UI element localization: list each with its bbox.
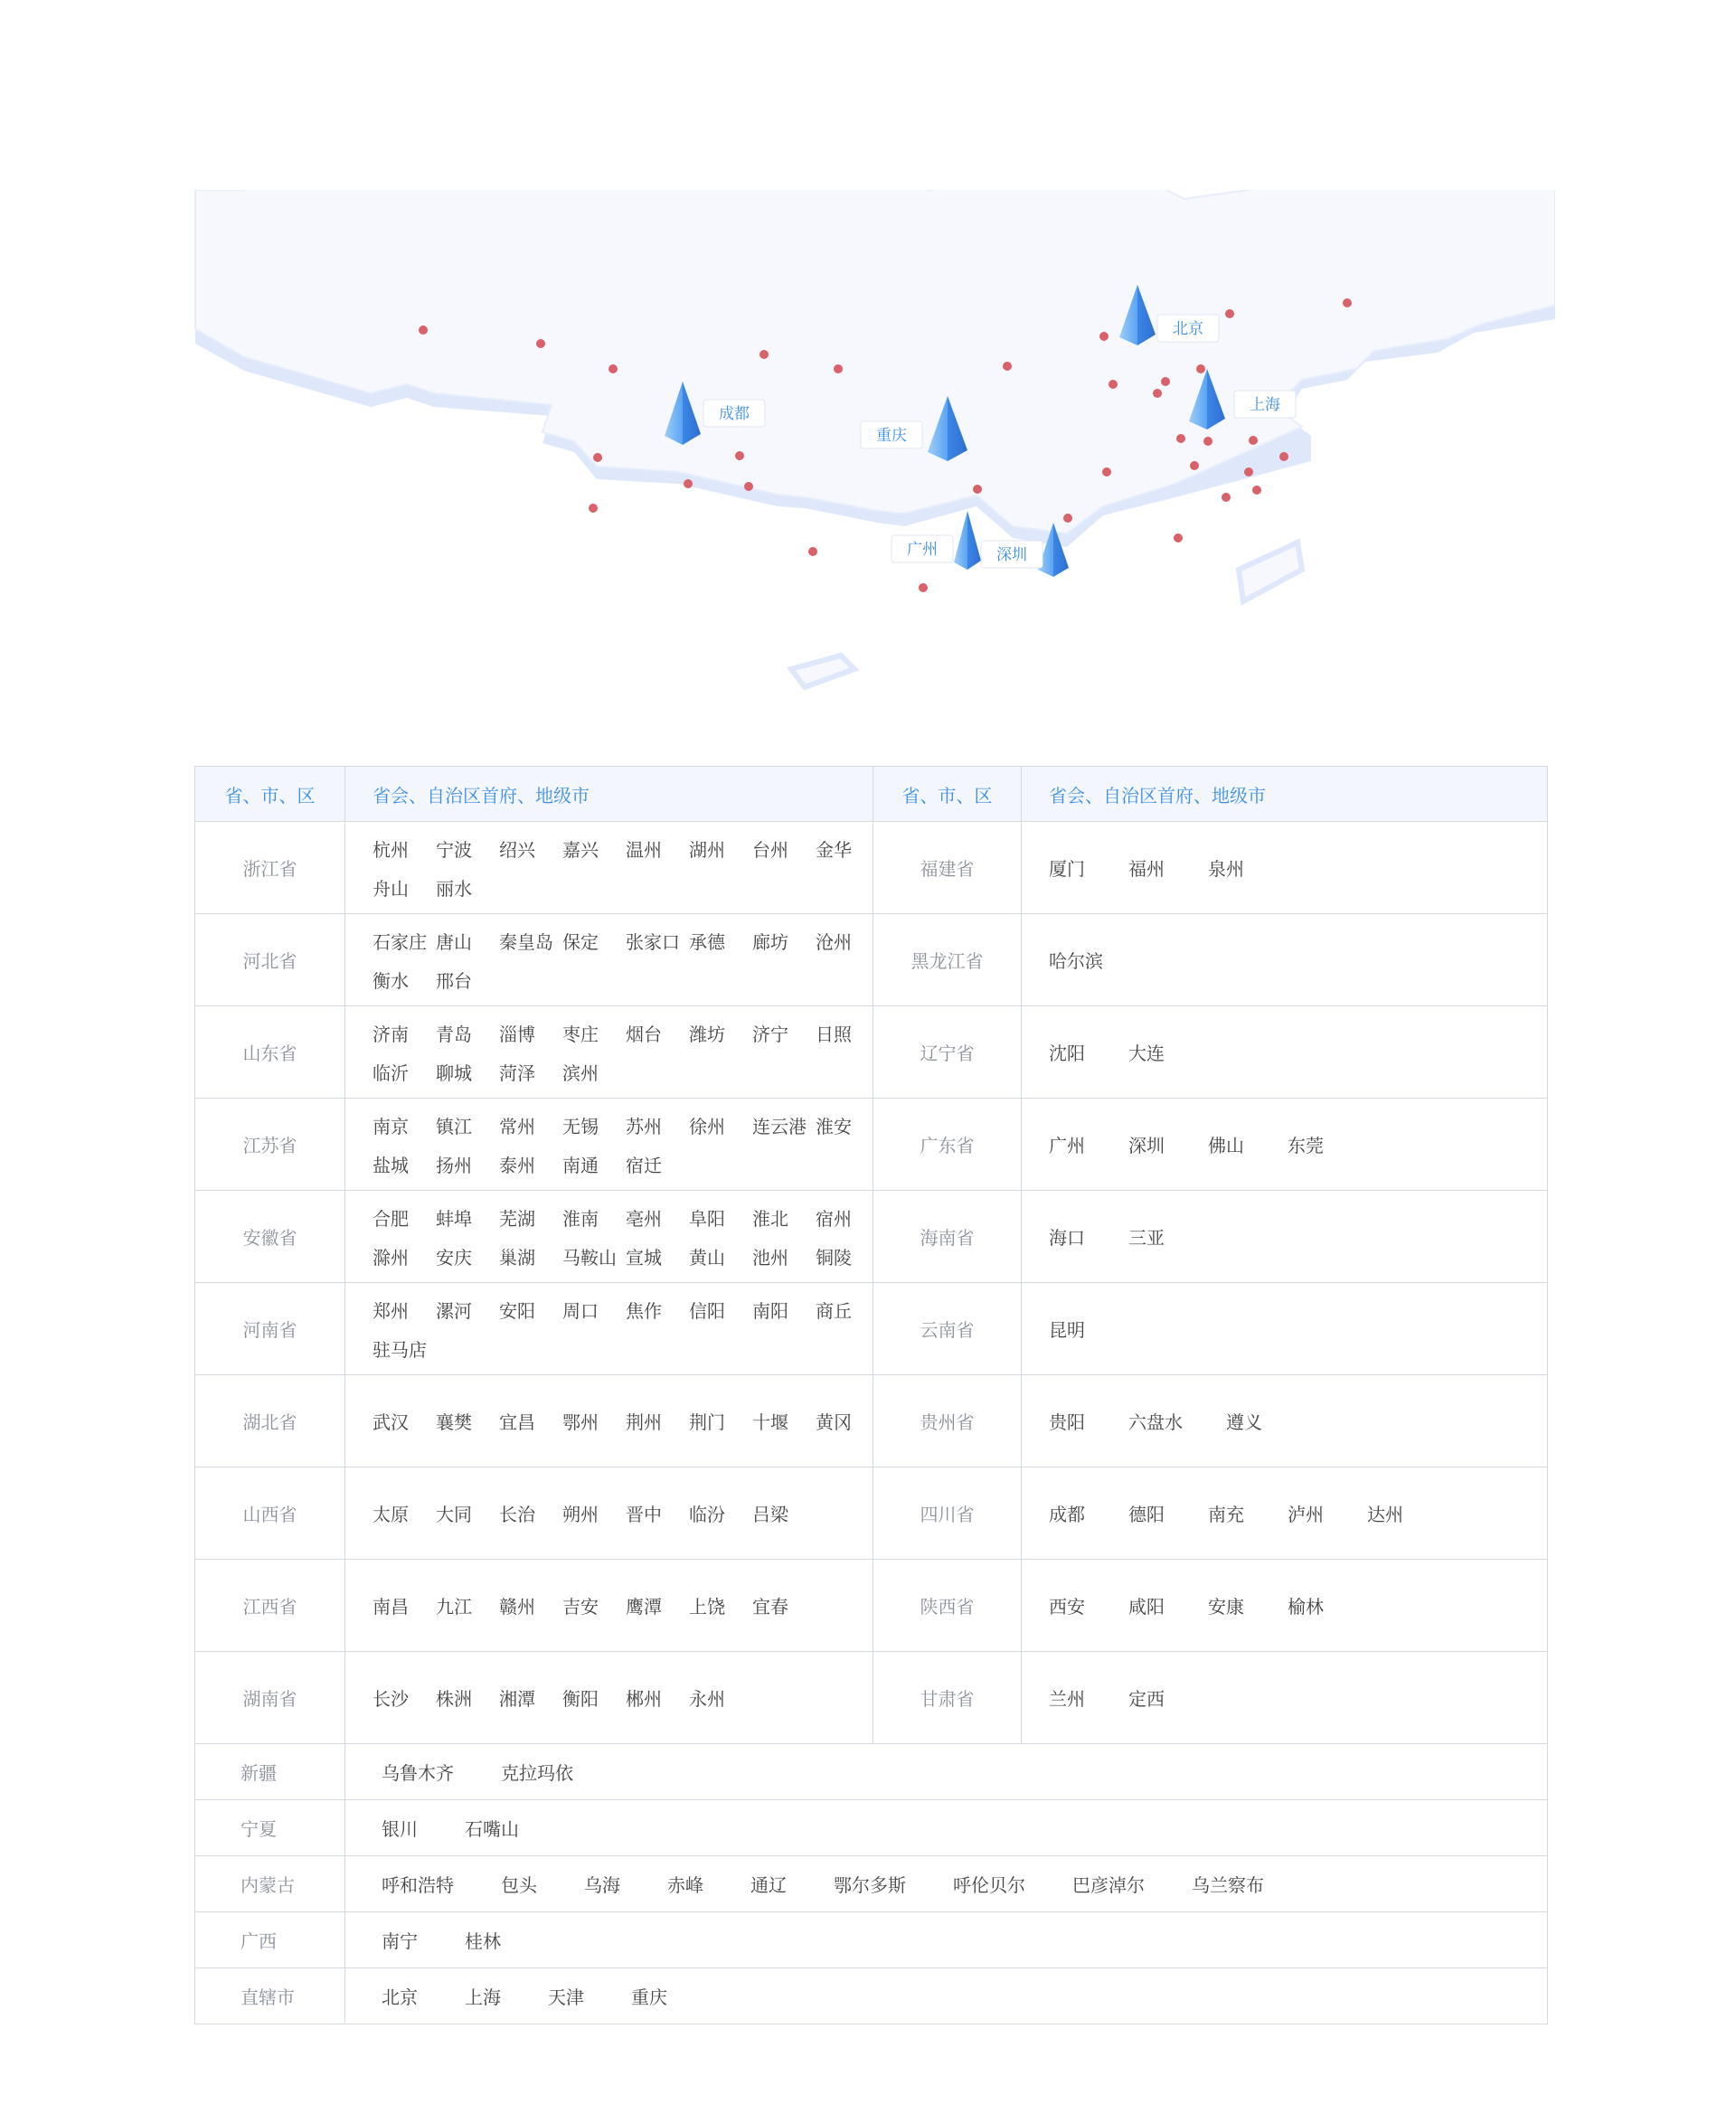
city-list — [345, 1283, 873, 1375]
city-name: 杭州 — [373, 838, 409, 861]
city-name: 南宁 — [382, 1930, 418, 1952]
city-grid — [373, 1500, 873, 1526]
table-row — [195, 822, 1548, 914]
city-name: 晋中 — [626, 1504, 662, 1525]
city-name: 厦门 — [1049, 858, 1085, 880]
city-name: 郴州 — [626, 1688, 662, 1710]
map-label-chengdu: 成都 — [719, 405, 750, 423]
table-body — [195, 822, 1548, 1744]
coverage-table-wrap — [194, 766, 1547, 2024]
city-grid — [373, 1592, 873, 1618]
city-name: 沈阳 — [1049, 1043, 1085, 1064]
province-name: 贵州省 — [873, 1375, 1022, 1467]
city-name: 盐城 — [373, 1154, 409, 1176]
city-name: 焦作 — [626, 1299, 662, 1322]
map-label-guangzhou: 广州 — [907, 541, 938, 559]
province-name: 四川省 — [873, 1467, 1022, 1560]
city-name: 南京 — [373, 1115, 409, 1137]
city-row — [1049, 1592, 1547, 1618]
province-name: 江西省 — [195, 1560, 345, 1652]
city-name: 北京 — [382, 1986, 418, 2008]
city-name: 淄博 — [499, 1023, 535, 1045]
province-name: 云南省 — [873, 1283, 1022, 1375]
map-label-beijing: 北京 — [1173, 320, 1203, 338]
city-name: 重庆 — [631, 1986, 667, 2008]
city-name: 临沂 — [373, 1062, 409, 1084]
city-name: 哈尔滨 — [1049, 950, 1103, 972]
city-name: 淮北 — [752, 1207, 788, 1230]
city-name: 舟山 — [373, 877, 409, 900]
city-name: 榆林 — [1288, 1596, 1324, 1618]
city-name: 株洲 — [436, 1688, 472, 1710]
city-name: 鹰潭 — [626, 1596, 662, 1618]
city-list — [345, 1099, 873, 1191]
city-name: 呼伦贝尔 — [953, 1874, 1025, 1896]
city-name: 蚌埠 — [436, 1207, 472, 1230]
map-svg — [190, 190, 1555, 714]
city-list — [345, 1856, 1548, 1912]
city-name: 聊城 — [436, 1062, 472, 1084]
city-list — [345, 1006, 873, 1099]
city-name: 兰州 — [1049, 1688, 1085, 1710]
city-name: 吉安 — [562, 1596, 599, 1618]
city-name: 泰州 — [499, 1154, 535, 1176]
table-row — [195, 1652, 1548, 1744]
city-grid — [373, 1020, 873, 1085]
city-name: 唐山 — [436, 930, 472, 953]
city-name: 南通 — [562, 1154, 599, 1176]
city-name: 阜阳 — [689, 1207, 725, 1230]
province-name: 黑龙江省 — [873, 914, 1022, 1006]
province-name: 辽宁省 — [873, 1006, 1022, 1099]
city-name: 芜湖 — [499, 1207, 535, 1230]
city-list — [345, 1191, 873, 1283]
city-name: 南阳 — [752, 1299, 788, 1322]
city-list — [1022, 822, 1548, 914]
city-row — [1049, 854, 1547, 881]
city-name: 安庆 — [436, 1246, 472, 1269]
city-name: 绍兴 — [499, 838, 535, 861]
city-name: 宣城 — [626, 1246, 662, 1269]
city-name: 金华 — [816, 838, 852, 861]
city-list — [345, 914, 873, 1006]
city-list — [1022, 1006, 1548, 1099]
city-name: 衡水 — [373, 969, 409, 992]
city-row — [382, 1759, 1547, 1785]
map-land — [195, 190, 1555, 533]
city-name: 赤峰 — [667, 1874, 703, 1896]
city-name: 深圳 — [1128, 1135, 1165, 1156]
china-coverage-map — [190, 190, 1555, 714]
city-row — [1049, 1684, 1547, 1711]
city-name: 扬州 — [436, 1154, 472, 1176]
city-name: 鄂州 — [562, 1411, 599, 1433]
province-name: 广东省 — [873, 1099, 1022, 1191]
city-name: 武汉 — [373, 1411, 409, 1433]
city-name: 泸州 — [1288, 1504, 1324, 1525]
city-name: 包头 — [501, 1874, 537, 1896]
city-name: 桂林 — [465, 1930, 501, 1952]
city-name: 秦皇岛 — [499, 930, 553, 953]
city-name: 宿迁 — [626, 1154, 662, 1176]
city-name: 池州 — [752, 1246, 788, 1269]
city-row — [1049, 1500, 1547, 1526]
city-name: 咸阳 — [1128, 1596, 1165, 1618]
city-name: 海口 — [1049, 1227, 1085, 1249]
city-list — [345, 1652, 873, 1744]
city-name: 菏泽 — [499, 1062, 535, 1084]
city-list — [345, 1800, 1548, 1856]
city-name: 宜昌 — [499, 1411, 535, 1433]
city-name: 苏州 — [626, 1115, 662, 1137]
city-list — [1022, 1283, 1548, 1375]
header-province-2: 省、市、区 — [873, 767, 1022, 822]
city-name: 大同 — [436, 1504, 472, 1525]
city-name: 遵义 — [1226, 1411, 1262, 1433]
city-name: 三亚 — [1128, 1227, 1165, 1249]
city-name: 广州 — [1049, 1135, 1085, 1156]
city-name: 日照 — [816, 1023, 852, 1045]
city-grid — [373, 1684, 873, 1711]
city-name: 呼和浩特 — [382, 1874, 454, 1896]
city-name: 枣庄 — [562, 1023, 599, 1045]
city-name: 六盘水 — [1128, 1411, 1183, 1433]
city-name: 黄山 — [689, 1246, 725, 1269]
city-name: 大连 — [1128, 1043, 1165, 1064]
city-name: 泉州 — [1208, 858, 1244, 880]
table-row — [195, 1006, 1548, 1099]
city-name: 台州 — [752, 838, 788, 861]
city-name: 张家口 — [626, 930, 680, 953]
province-name: 安徽省 — [195, 1191, 345, 1283]
city-name: 克拉玛依 — [501, 1762, 573, 1784]
city-list — [1022, 1375, 1548, 1467]
city-name: 荆门 — [689, 1411, 725, 1433]
city-name: 漯河 — [436, 1299, 472, 1322]
province-name: 山东省 — [195, 1006, 345, 1099]
city-name: 潍坊 — [689, 1023, 725, 1045]
city-name: 荆州 — [626, 1411, 662, 1433]
city-name: 保定 — [562, 930, 599, 953]
city-name: 滨州 — [562, 1062, 599, 1084]
table-row — [195, 1856, 1548, 1912]
city-name: 贵阳 — [1049, 1411, 1085, 1433]
table-row — [195, 1375, 1548, 1467]
city-name: 佛山 — [1208, 1135, 1244, 1156]
province-name: 陕西省 — [873, 1560, 1022, 1652]
city-list — [1022, 1467, 1548, 1560]
city-name: 廊坊 — [752, 930, 788, 953]
city-list — [1022, 1099, 1548, 1191]
city-name: 丽水 — [436, 877, 472, 900]
city-name: 乌鲁木齐 — [382, 1762, 454, 1784]
city-name: 石家庄 — [373, 930, 427, 953]
city-name: 济宁 — [752, 1023, 788, 1045]
city-name: 承德 — [689, 930, 725, 953]
table-header-row — [195, 767, 1548, 822]
city-name: 巴彦淖尔 — [1072, 1874, 1145, 1896]
province-name: 福建省 — [873, 822, 1022, 914]
city-name: 安康 — [1208, 1596, 1244, 1618]
city-name: 通辽 — [750, 1874, 787, 1896]
header-cities-2: 省会、自治区首府、地级市 — [1022, 767, 1548, 822]
city-name: 湖州 — [689, 838, 725, 861]
province-name: 湖南省 — [195, 1652, 345, 1744]
city-name: 长沙 — [373, 1688, 409, 1710]
city-name: 常州 — [499, 1115, 535, 1137]
city-name: 上海 — [465, 1986, 501, 2008]
province-name: 新疆 — [195, 1744, 345, 1800]
city-row — [382, 1983, 1547, 2009]
table-row — [195, 1744, 1548, 1800]
city-name: 鄂尔多斯 — [834, 1874, 906, 1896]
city-name: 永州 — [689, 1688, 725, 1710]
city-row — [1049, 1316, 1547, 1342]
city-name: 巢湖 — [499, 1246, 535, 1269]
city-name: 东莞 — [1288, 1135, 1324, 1156]
city-name: 石嘴山 — [465, 1818, 519, 1840]
province-name: 内蒙古 — [195, 1856, 345, 1912]
city-row — [382, 1927, 1547, 1953]
map-label-shanghai: 上海 — [1250, 396, 1280, 414]
table-row — [195, 1191, 1548, 1283]
city-name: 长治 — [499, 1504, 535, 1525]
province-name: 甘肃省 — [873, 1652, 1022, 1744]
city-name: 无锡 — [562, 1115, 599, 1137]
city-name: 郑州 — [373, 1299, 409, 1322]
city-name: 定西 — [1128, 1688, 1165, 1710]
map-island-hainan — [791, 656, 854, 687]
city-name: 宁波 — [436, 838, 472, 861]
city-name: 宜春 — [752, 1596, 788, 1618]
city-name: 银川 — [382, 1818, 418, 1840]
city-name: 南昌 — [373, 1596, 409, 1618]
city-name: 邢台 — [436, 969, 472, 992]
city-list — [1022, 1191, 1548, 1283]
city-name: 济南 — [373, 1023, 409, 1045]
table-row — [195, 1912, 1548, 1968]
coverage-table — [194, 766, 1548, 2024]
city-name: 淮南 — [562, 1207, 599, 1230]
province-name: 江苏省 — [195, 1099, 345, 1191]
city-list — [345, 1912, 1548, 1968]
city-list — [1022, 914, 1548, 1006]
city-name: 温州 — [626, 838, 662, 861]
province-name: 浙江省 — [195, 822, 345, 914]
city-name: 嘉兴 — [562, 838, 599, 861]
city-name: 九江 — [436, 1596, 472, 1618]
city-name: 淮安 — [816, 1115, 852, 1137]
city-name: 太原 — [373, 1504, 409, 1525]
city-name: 连云港 — [752, 1115, 807, 1137]
city-name: 沧州 — [816, 930, 852, 953]
city-name: 临汾 — [689, 1504, 725, 1525]
city-list — [345, 1968, 1548, 2024]
city-name: 南充 — [1208, 1504, 1244, 1525]
province-name: 河北省 — [195, 914, 345, 1006]
city-name: 周口 — [562, 1299, 599, 1322]
city-list — [1022, 1560, 1548, 1652]
city-list — [345, 1467, 873, 1560]
city-name: 铜陵 — [816, 1246, 852, 1269]
city-list — [345, 1375, 873, 1467]
city-name: 朔州 — [562, 1504, 599, 1525]
header-province: 省、市、区 — [195, 767, 345, 822]
header-cities: 省会、自治区首府、地级市 — [345, 767, 873, 822]
city-grid — [373, 1204, 873, 1269]
city-name: 信阳 — [689, 1299, 725, 1322]
city-name: 成都 — [1049, 1504, 1085, 1525]
city-name: 青岛 — [436, 1023, 472, 1045]
city-name: 天津 — [548, 1986, 584, 2008]
city-name: 吕梁 — [752, 1504, 788, 1525]
city-name: 昆明 — [1049, 1319, 1085, 1341]
map-island-taiwan — [1239, 543, 1302, 601]
city-row — [1049, 1131, 1547, 1157]
city-name: 达州 — [1367, 1504, 1403, 1525]
table-row — [195, 914, 1548, 1006]
table-body-bottom — [195, 1744, 1548, 2024]
city-grid — [373, 1297, 873, 1362]
city-name: 上饶 — [689, 1596, 725, 1618]
city-name: 赣州 — [499, 1596, 535, 1618]
city-name: 滁州 — [373, 1246, 409, 1269]
province-name: 广西 — [195, 1912, 345, 1968]
map-label-chongqing: 重庆 — [876, 427, 907, 445]
city-row — [382, 1871, 1547, 1897]
province-name: 河南省 — [195, 1283, 345, 1375]
city-name: 宿州 — [816, 1207, 852, 1230]
table-row — [195, 1800, 1548, 1856]
city-name: 十堰 — [752, 1411, 788, 1433]
table-row — [195, 1968, 1548, 2024]
city-name: 西安 — [1049, 1596, 1085, 1618]
city-name: 亳州 — [626, 1207, 662, 1230]
city-name: 驻马店 — [373, 1338, 427, 1361]
city-name: 黄冈 — [816, 1411, 852, 1433]
city-name: 乌海 — [584, 1874, 620, 1896]
city-list — [345, 822, 873, 914]
city-list — [1022, 1652, 1548, 1744]
province-name: 海南省 — [873, 1191, 1022, 1283]
city-row — [1049, 1223, 1547, 1250]
city-grid — [373, 1112, 873, 1177]
city-name: 徐州 — [689, 1115, 725, 1137]
city-name: 商丘 — [816, 1299, 852, 1322]
city-name: 烟台 — [626, 1023, 662, 1045]
city-row — [382, 1815, 1547, 1841]
table-row — [195, 1283, 1548, 1375]
city-name: 镇江 — [436, 1115, 472, 1137]
city-grid — [373, 928, 873, 993]
table-row — [195, 1560, 1548, 1652]
province-name: 湖北省 — [195, 1375, 345, 1467]
city-row — [1049, 947, 1547, 973]
map-label-shenzhen: 深圳 — [996, 546, 1027, 564]
city-name: 湘潭 — [499, 1688, 535, 1710]
table-row — [195, 1099, 1548, 1191]
city-name: 乌兰察布 — [1192, 1874, 1264, 1896]
city-row — [1049, 1408, 1547, 1434]
city-name: 合肥 — [373, 1207, 409, 1230]
city-name: 福州 — [1128, 858, 1165, 880]
city-list — [345, 1744, 1548, 1800]
province-name: 山西省 — [195, 1467, 345, 1560]
city-list — [345, 1560, 873, 1652]
city-name: 德阳 — [1128, 1504, 1165, 1525]
city-name: 马鞍山 — [562, 1246, 617, 1269]
city-name: 安阳 — [499, 1299, 535, 1322]
city-name: 襄樊 — [436, 1411, 472, 1433]
province-name: 宁夏 — [195, 1800, 345, 1856]
city-name: 衡阳 — [562, 1688, 599, 1710]
province-name: 直辖市 — [195, 1968, 345, 2024]
city-grid — [373, 835, 873, 901]
city-row — [1049, 1039, 1547, 1065]
city-grid — [373, 1408, 873, 1434]
table-row — [195, 1467, 1548, 1560]
